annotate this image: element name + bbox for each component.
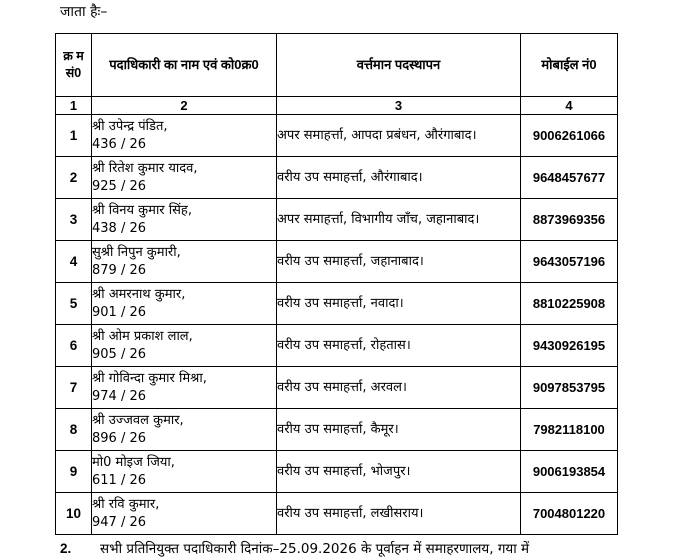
- officer-name: श्री गोविन्दा कुमार मिश्रा,: [92, 370, 207, 386]
- officer-cell: [92, 115, 277, 157]
- officer-name: श्री ओम प्रकाश लाल,: [92, 328, 193, 344]
- serial-cell: 7: [56, 367, 92, 409]
- serial-cell: 6: [56, 325, 92, 367]
- posting-cell: अपर समाहर्त्ता, विभागीय जाँच, जहानाबाद।: [277, 199, 521, 241]
- officer-code: 925 / 26: [92, 178, 146, 194]
- serial-cell: 10: [56, 493, 92, 535]
- table-header-row: [56, 34, 618, 97]
- header-posting: वर्त्तमान पदस्थापन: [277, 34, 521, 97]
- mobile-cell: 8873969356: [521, 199, 618, 241]
- posting-cell: वरीय उप समाहर्त्ता, नवादा।: [277, 283, 521, 325]
- officer-name: श्री उपेन्द्र पंडित,: [92, 118, 168, 134]
- table-row: [56, 367, 618, 409]
- table-row: [56, 157, 618, 199]
- posting-cell: वरीय उप समाहर्त्ता, जहानाबाद।: [277, 241, 521, 283]
- officer-name: श्री उज्जवल कुमार,: [92, 412, 184, 428]
- officer-code: 947 / 26: [92, 514, 146, 530]
- posting-cell: वरीय उप समाहर्त्ता, भोजपुर।: [277, 451, 521, 493]
- officer-cell: [92, 241, 277, 283]
- officer-name: श्री रितेश कुमार यादव,: [92, 160, 198, 176]
- mobile-cell: 9648457677: [521, 157, 618, 199]
- column-number: 1: [56, 97, 92, 115]
- header-name: पदाधिकारी का नाम एवं को0क्र0: [92, 34, 277, 97]
- officer-cell: [92, 451, 277, 493]
- officer-name: सुश्री निपुन कुमारी,: [92, 244, 181, 260]
- table-row: [56, 115, 618, 157]
- serial-cell: 4: [56, 241, 92, 283]
- table-row: [56, 325, 618, 367]
- officer-cell: [92, 157, 277, 199]
- posting-cell: वरीय उप समाहर्त्ता, औरंगाबाद।: [277, 157, 521, 199]
- table-row: [56, 199, 618, 241]
- officer-code: 901 / 26: [92, 304, 146, 320]
- table-row: [56, 409, 618, 451]
- mobile-cell: 7004801220: [521, 493, 618, 535]
- officer-name: श्री अमरनाथ कुमार,: [92, 286, 186, 302]
- mobile-cell: 9643057196: [521, 241, 618, 283]
- posting-cell: वरीय उप समाहर्त्ता, अरवल।: [277, 367, 521, 409]
- officer-cell: [92, 283, 277, 325]
- posting-cell: वरीय उप समाहर्त्ता, रोहतास।: [277, 325, 521, 367]
- table-row: [56, 283, 618, 325]
- table-row: [56, 241, 618, 283]
- header-serial: क्र म सं0: [56, 34, 92, 97]
- serial-cell: 5: [56, 283, 92, 325]
- mobile-cell: 9006193854: [521, 451, 618, 493]
- mobile-cell: 9430926195: [521, 325, 618, 367]
- officer-code: 905 / 26: [92, 346, 146, 362]
- serial-cell: 9: [56, 451, 92, 493]
- serial-cell: 1: [56, 115, 92, 157]
- officer-name: श्री विनय कुमार सिंह,: [92, 202, 192, 218]
- mobile-cell: 9006261066: [521, 115, 618, 157]
- officer-code: 879 / 26: [92, 262, 146, 278]
- officer-code: 896 / 26: [92, 430, 146, 446]
- officer-cell: [92, 493, 277, 535]
- officer-code: 438 / 26: [92, 220, 146, 236]
- officer-cell: [92, 409, 277, 451]
- footer-paragraph: [60, 539, 529, 559]
- header-mobile: मोबाईल नं0: [521, 34, 618, 97]
- serial-cell: 3: [56, 199, 92, 241]
- serial-cell: 2: [56, 157, 92, 199]
- officer-cell: [92, 367, 277, 409]
- intro-text: जाता हैः–: [60, 4, 108, 20]
- mobile-cell: 7982118100: [521, 409, 618, 451]
- officer-name: मो0 मोइज जिया,: [92, 454, 175, 470]
- posting-cell: अपर समाहर्त्ता, आपदा प्रबंधन, औरंगाबाद।: [277, 115, 521, 157]
- officers-table: [55, 33, 618, 535]
- posting-cell: वरीय उप समाहर्त्ता, कैमूर।: [277, 409, 521, 451]
- officer-code: 974 / 26: [92, 388, 146, 404]
- officer-cell: [92, 199, 277, 241]
- mobile-cell: 8810225908: [521, 283, 618, 325]
- column-number: 2: [92, 97, 277, 115]
- column-number-row: [56, 97, 618, 115]
- paragraph-number: 2.: [60, 541, 72, 556]
- posting-cell: वरीय उप समाहर्त्ता, लखीसराय।: [277, 493, 521, 535]
- table-row: [56, 493, 618, 535]
- officer-cell: [92, 325, 277, 367]
- officer-code: 436 / 26: [92, 136, 146, 152]
- serial-cell: 8: [56, 409, 92, 451]
- column-number: 4: [521, 97, 618, 115]
- mobile-cell: 9097853795: [521, 367, 618, 409]
- officer-code: 611 / 26: [92, 472, 146, 488]
- column-number: 3: [277, 97, 521, 115]
- table-row: [56, 451, 618, 493]
- paragraph-text: सभी प्रतिनियुक्त पदाधिकारी दिनांक–25.09.2026 के पूर्वाहन में समाहरणालय, गया में: [100, 541, 530, 557]
- officer-name: श्री रवि कुमार,: [92, 496, 160, 512]
